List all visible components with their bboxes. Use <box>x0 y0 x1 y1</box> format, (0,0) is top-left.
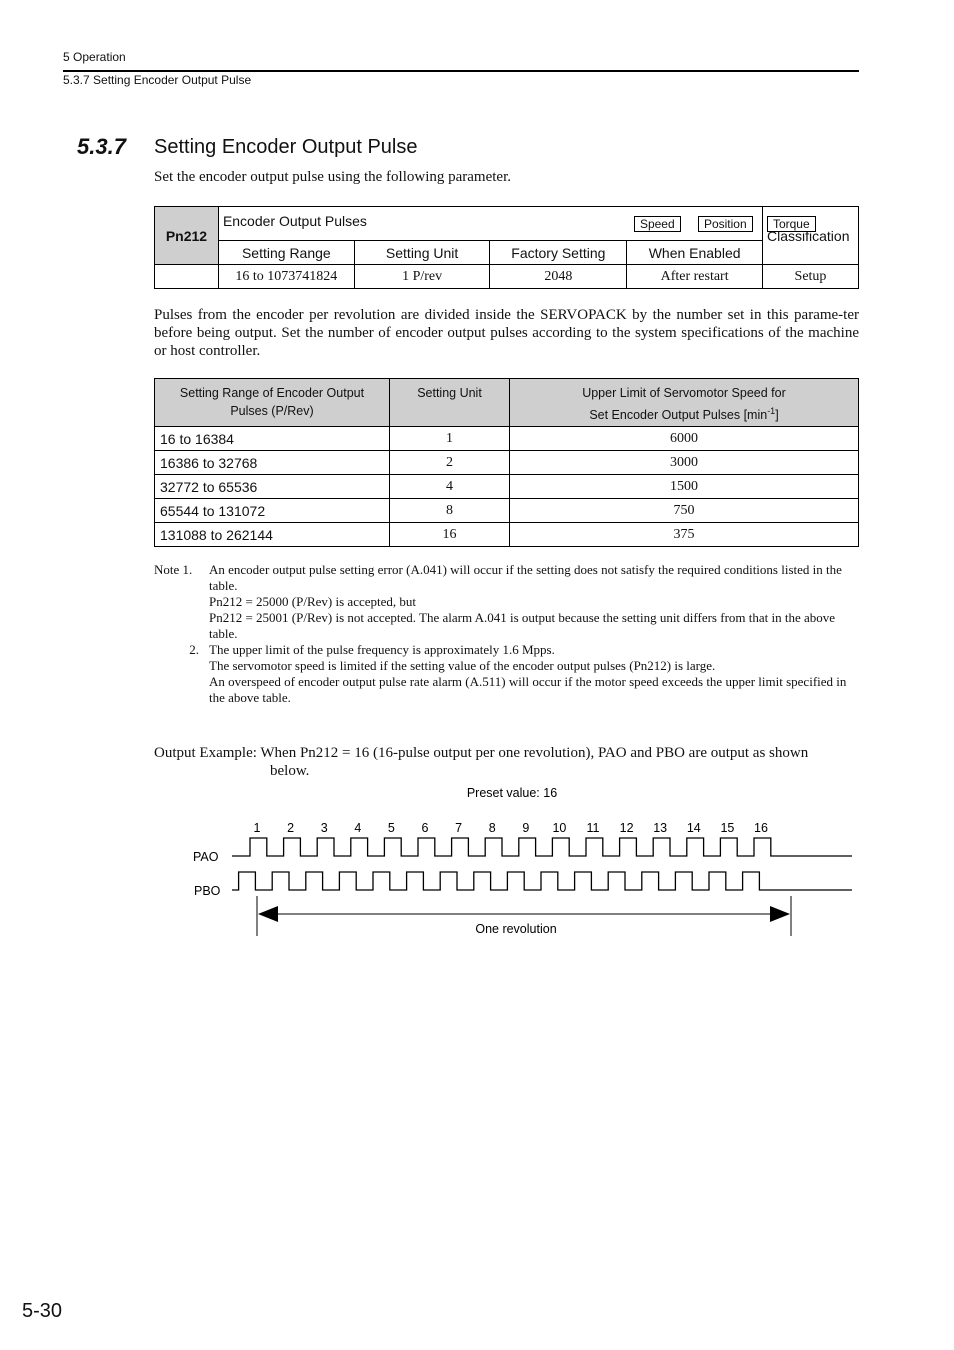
limit-header-line2-text: Set Encoder Output Pulses [min <box>589 408 768 423</box>
row-range: 16386 to 32768 <box>155 451 390 475</box>
note-2-line: The upper limit of the pulse frequency is approximately 1.6 Mpps. <box>209 642 555 657</box>
pulse-numbers <box>254 821 768 835</box>
param-blank-cell <box>155 265 219 289</box>
row-limit: 1500 <box>510 475 859 499</box>
revolution-label: One revolution <box>475 922 557 936</box>
row-range: 65544 to 131072 <box>155 499 390 523</box>
pulse-number: 5 <box>387 821 395 835</box>
row-unit: 2 <box>390 451 510 475</box>
pulse-number: 8 <box>488 821 496 835</box>
arrow-left-head <box>258 906 278 922</box>
tag-position: Position <box>698 216 753 232</box>
row-unit: 4 <box>390 475 510 499</box>
description-paragraph: Pulses from the encoder per revolution are divided inside the SERVOPACK by the number set in this parame-ter before being output. Set the number of encoder output pulses according to the system specifications of the machine or host controller. <box>154 307 859 359</box>
header-factory-setting: Factory Setting <box>490 241 627 265</box>
range-header-text: Setting Range of Encoder Output Pulses (P/Rev) <box>179 386 365 418</box>
pulse-number: 13 <box>653 821 668 835</box>
header-when-enabled: When Enabled <box>627 241 763 265</box>
value-classification: Setup <box>763 265 859 289</box>
row-range: 16 to 16384 <box>155 427 390 451</box>
pulse-number: 9 <box>522 821 530 835</box>
pulse-number: 15 <box>720 821 735 835</box>
row-unit: 16 <box>390 523 510 547</box>
output-example <box>154 744 859 780</box>
pulse-number: 11 <box>586 821 600 835</box>
header-section: 5.3.7 Setting Encoder Output Pulse <box>63 73 252 87</box>
header-chapter: 5 Operation <box>63 50 126 64</box>
param-name: Encoder Output Pulses <box>222 213 367 229</box>
pulse-number: 4 <box>354 821 362 835</box>
note-1-label: Note 1. <box>154 562 193 577</box>
pulse-number: 16 <box>754 821 768 835</box>
pulse-number: 2 <box>287 821 295 835</box>
note-2-line: An overspeed of encoder output pulse rate alarm (A.511) will occur if the motor speed exceeds the upper limit specified in the above table. <box>209 674 847 705</box>
row-limit: 6000 <box>510 427 859 451</box>
pao-label: PAO <box>193 850 219 864</box>
header-rule <box>63 70 859 72</box>
row-limit: 3000 <box>510 451 859 475</box>
unit-header: Setting Unit <box>390 379 510 427</box>
row-unit: 1 <box>390 427 510 451</box>
table-row <box>155 427 859 451</box>
note-1-line: Pn212 = 25000 (P/Rev) is accepted, but <box>209 594 416 609</box>
header-setting-unit: Setting Unit <box>354 241 490 265</box>
limit-header-close: ] <box>775 408 779 423</box>
param-number: Pn212 <box>155 207 219 265</box>
note-1-line: Pn212 = 25001 (P/Rev) is not accepted. The alarm A.041 is output because the setting unit differs from that in the above table. <box>209 610 836 641</box>
preset-label: Preset value: 16 <box>466 786 558 800</box>
row-range: 131088 to 262144 <box>155 523 390 547</box>
output-example-line2: below. <box>270 763 310 779</box>
section-title: Setting Encoder Output Pulse <box>154 136 418 158</box>
note-1 <box>154 562 859 642</box>
tag-torque: Torque <box>767 216 816 232</box>
tag-speed: Speed <box>634 216 681 232</box>
value-factory-setting: 2048 <box>490 265 627 289</box>
value-when-enabled: After restart <box>627 265 763 289</box>
note-1-text <box>209 562 859 642</box>
table-row <box>155 451 859 475</box>
output-example-line1: Output Example: When Pn212 = 16 (16-pulse output per one revolution), PAO and PBO are output as shown <box>154 745 809 761</box>
pulse-number: 7 <box>455 821 463 835</box>
table-row <box>155 499 859 523</box>
note-2-line: The servomotor speed is limited if the setting value of the encoder output pulses (Pn212) is large. <box>209 658 716 673</box>
intro-text: Set the encoder output pulse using the following parameter. <box>154 169 511 185</box>
limit-header-line1: Upper Limit of Servomotor Speed for <box>582 386 786 400</box>
pulse-number: 10 <box>552 821 567 835</box>
pbo-label: PBO <box>194 884 221 898</box>
page-number: 5-30 <box>22 1300 63 1322</box>
row-range: 32772 to 65536 <box>155 475 390 499</box>
arrow-right-head <box>770 906 790 922</box>
pulse-number: 1 <box>253 821 261 835</box>
table-row <box>155 475 859 499</box>
section-number: 5.3.7 <box>77 134 126 159</box>
param-name-cell <box>218 207 810 241</box>
range-table <box>154 378 859 547</box>
row-limit: 750 <box>510 499 859 523</box>
limit-header-sup: -1 <box>767 406 776 416</box>
note-2 <box>154 642 859 706</box>
note-1-line: An encoder output pulse setting error (A.041) will occur if the setting does not satisfy the required conditions listed in the table. <box>209 562 842 593</box>
row-unit: 8 <box>390 499 510 523</box>
note-2-label: 2. <box>189 642 199 657</box>
limit-header-line2 <box>510 402 858 424</box>
value-setting-range: 16 to 1073741824 <box>218 265 354 289</box>
pao-waveform <box>232 838 852 856</box>
pbo-waveform <box>232 872 852 890</box>
pulse-number: 12 <box>619 821 634 835</box>
note-2-text <box>209 642 859 706</box>
notes <box>154 562 859 706</box>
pulse-number: 3 <box>320 821 328 835</box>
classification-header: Classification <box>763 207 859 265</box>
pulse-number: 14 <box>686 821 701 835</box>
header-setting-range: Setting Range <box>218 241 354 265</box>
parameter-table <box>154 206 859 289</box>
value-setting-unit: 1 P/rev <box>354 265 490 289</box>
pulse-number: 6 <box>421 821 429 835</box>
table-row <box>155 523 859 547</box>
timing-diagram <box>180 780 860 945</box>
limit-header <box>510 379 859 427</box>
range-header <box>155 379 390 427</box>
row-limit: 375 <box>510 523 859 547</box>
